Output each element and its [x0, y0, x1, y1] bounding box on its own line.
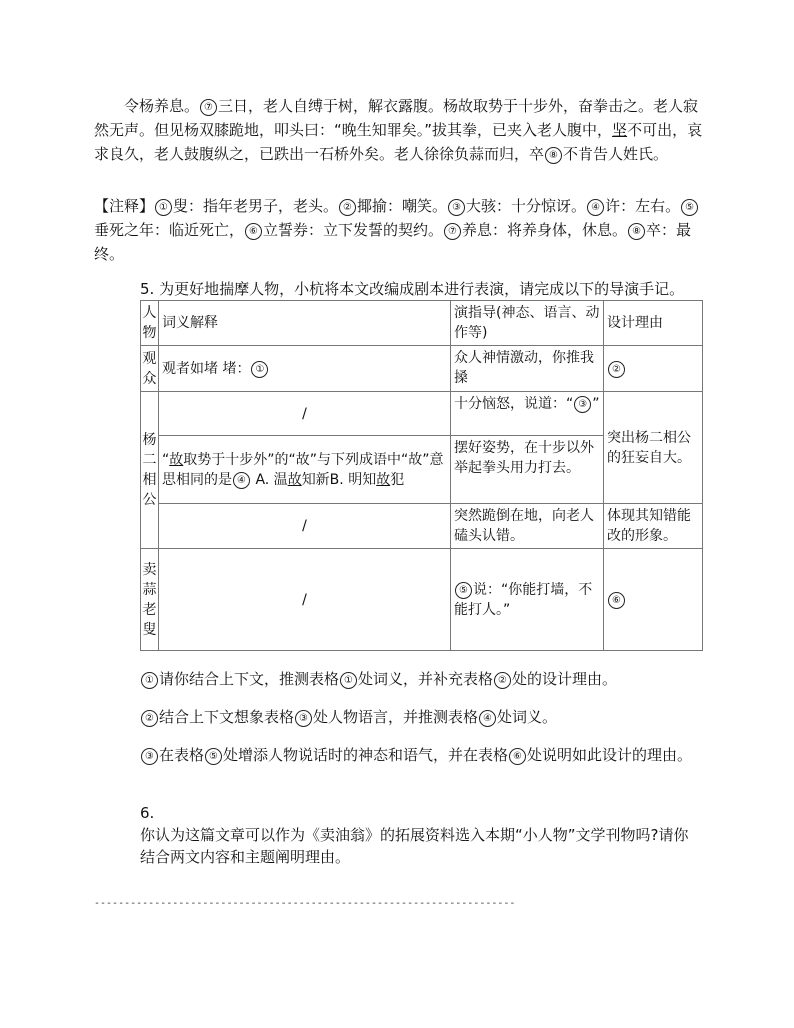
header-acting: 演指导(神态、语言、动作等) [451, 301, 604, 346]
note-mark: ① [155, 199, 172, 216]
cell-acting-yang-1 [451, 392, 604, 436]
cell-acting-yang-2: 摆好姿势，在十步以外举起拳头用力打去。 [451, 436, 604, 504]
table-row-audience [141, 346, 703, 392]
acting-text: 十分恼怒，说道：“ [454, 396, 574, 412]
passage-text: 不肯告人姓氏。 [563, 145, 669, 163]
role-yang: 杨二相公 [141, 392, 159, 549]
meaning-text: 犯 [390, 471, 405, 488]
note-mark: ⑤ [681, 199, 698, 216]
meaning-text: 观者如堵 堵： [162, 360, 251, 377]
question-6-text: 你认为这篇文章可以作为《卖油翁》的拓展资料选入本期“小人物”文学刊物吗?请你结合两文内容和主题阐明理由。 [140, 826, 689, 866]
passage-text: 不可出，哀求良久，老人鼓腹纵之，已跌出一石桥外矣。老人徐徐负蒜而归，卒 [94, 121, 703, 163]
sub-question-mark: ② [141, 710, 158, 727]
answer-blank-6[interactable]: ⑥ [608, 592, 625, 609]
annotation-notes [94, 194, 704, 266]
sub-question-2 [140, 706, 702, 728]
note-text: 垂死之年：临近死亡， [94, 221, 245, 239]
cell-meaning-yang-1: / [159, 392, 451, 436]
cell-meaning-audience [159, 346, 451, 392]
director-notes-table [140, 300, 703, 651]
underlined-word: 故 [376, 471, 391, 488]
inline-mark: ⑤ [205, 748, 222, 765]
sub-question-text: 在表格 [159, 746, 205, 764]
passage-text: 令杨养息。 [124, 97, 200, 115]
cell-reason-yang-3: 体现其知错能改的形象。 [604, 504, 703, 549]
underlined-word: 坚 [612, 121, 628, 139]
passage-paragraph [94, 94, 704, 166]
acting-text: 说：“你能打墙，不能打人。” [454, 581, 593, 618]
inline-mark: ② [494, 672, 511, 689]
sub-question-text: 处词义，并补充表格 [358, 670, 494, 688]
note-mark: ⑦ [444, 223, 461, 240]
cell-acting-audience: 众人神情激动，你推我搡 [451, 346, 604, 392]
question-6 [140, 802, 702, 868]
header-role: 人物 [141, 301, 159, 346]
cell-reason-audience [604, 346, 703, 392]
sub-question-text: 处词义。 [497, 708, 558, 726]
cell-acting-yang-3: 突然跪倒在地，向老人磕头认错。 [451, 504, 604, 549]
question-6-number: 6. [140, 804, 155, 822]
cell-reason-yang-1: 突出杨二相公的狂妄自大。 [604, 392, 703, 504]
inline-mark: ① [340, 672, 357, 689]
cell-reason-oldman [604, 549, 703, 651]
answer-blank-5[interactable]: ⑤ [455, 582, 472, 599]
sub-question-text: 处增添人物说话时的神态和语气，并在表格 [223, 746, 509, 764]
underlined-word: 故 [287, 471, 302, 488]
table-row-yang-3 [141, 504, 703, 549]
meaning-text: “ [162, 451, 170, 468]
sub-question-mark: ③ [141, 748, 158, 765]
note-mark: ③ [448, 199, 465, 216]
notes-label: 【注释】 [94, 197, 155, 215]
meaning-text: A. 温 [251, 471, 288, 488]
answer-blank-4[interactable]: ④ [233, 472, 250, 489]
header-meaning: 词义解释 [159, 301, 451, 346]
cell-meaning-yang-2 [159, 436, 451, 504]
sub-question-text: 请你结合上下文，推测表格 [159, 670, 340, 688]
inline-mark: ③ [295, 710, 312, 727]
header-reason: 设计理由 [604, 301, 703, 346]
footnote-mark: ⑧ [545, 147, 562, 164]
note-text: 养息：将养身体，休息。 [462, 221, 628, 239]
underlined-word: 故 [169, 451, 184, 468]
sub-question-1 [140, 668, 702, 690]
question-5-stem: 5. 为更好地揣摩人物，小杭将本文改编成剧本进行表演，请完成以下的导演手记。 [140, 280, 685, 298]
passage-text: 三日，老人自缚于树，解衣露腹。杨故取势于十步外，奋拳击之。老人寂然无声。但见杨双膝跪地，叩头曰：“晚生知罪矣。”拔其拳，已夹入老人腹中， [94, 97, 699, 139]
cell-acting-oldman [451, 549, 604, 651]
sub-question-mark: ① [141, 672, 158, 689]
note-text: 许：左右。 [605, 197, 681, 215]
answer-blank-2[interactable]: ② [608, 361, 625, 378]
note-mark: ② [339, 199, 356, 216]
dashed-separator: ---------------------------------------------------------------------- [94, 898, 516, 909]
meaning-text: 知新B. 明知 [301, 471, 377, 488]
note-text: 立誓券：立下发誓的契约。 [263, 221, 444, 239]
role-audience: 观众 [141, 346, 159, 392]
note-mark: ⑥ [245, 223, 262, 240]
sub-question-text: 处人物语言，并推测表格 [313, 708, 479, 726]
sub-question-3 [140, 744, 702, 766]
sub-question-text: 结合上下文想象表格 [159, 708, 295, 726]
note-mark: ⑧ [628, 223, 645, 240]
role-oldman: 卖蒜老叟 [141, 549, 159, 651]
note-text: 卒：最终。 [94, 221, 692, 263]
cell-meaning-yang-3: / [159, 504, 451, 549]
table-header-row [141, 301, 703, 346]
answer-blank-1[interactable]: ① [251, 361, 268, 378]
footnote-mark: ⑦ [200, 99, 217, 116]
cell-meaning-oldman: / [159, 549, 451, 651]
answer-blank-3[interactable]: ③ [574, 396, 591, 413]
note-mark: ④ [587, 199, 604, 216]
note-text: 叟：指年老男子，老头。 [173, 197, 339, 215]
acting-text: ” [592, 396, 600, 412]
table-row-yang-1 [141, 392, 703, 436]
note-text: 大骇：十分惊讶。 [466, 197, 587, 215]
note-text: 揶揄：嘲笑。 [357, 197, 448, 215]
meaning-text: 取势于十步外”的“故”与下列成语中“故”意思相同的是 [162, 451, 444, 488]
sub-question-text: 处说明如此设计的理由。 [527, 746, 693, 764]
inline-mark: ④ [479, 710, 496, 727]
sub-question-text: 处的设计理由。 [512, 670, 618, 688]
inline-mark: ⑥ [509, 748, 526, 765]
table-row-oldman [141, 549, 703, 651]
